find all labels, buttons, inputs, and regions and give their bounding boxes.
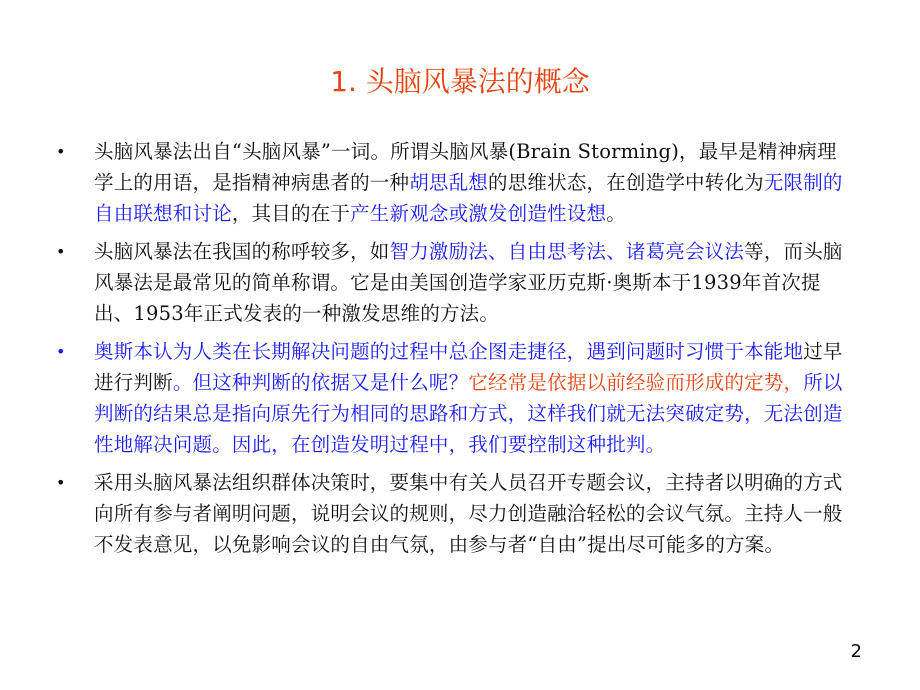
highlight-segment: 无限制的自由联想和讨论 — [94, 171, 843, 225]
bullet-dot-icon: • — [56, 142, 66, 161]
highlight-segment: 。但这种判断的依据又是什么呢？ — [172, 371, 469, 394]
bullet-item-1 — [56, 136, 856, 229]
bullet-dot-icon: • — [56, 242, 66, 261]
highlight-segment: 产生新观念或激发创造性设想 — [350, 202, 607, 225]
highlight-segment: 胡思乱想 — [409, 171, 489, 194]
bullet-dot-icon: • — [56, 342, 66, 361]
highlight-segment: 智力激励法、自由思考法、诸葛亮会议法 — [389, 240, 745, 263]
bullet-item-2 — [56, 236, 856, 329]
text-segment: 过早进行判断 — [94, 340, 843, 394]
text-segment: 。 — [606, 202, 626, 225]
emphasis-segment: 它经常是依据以前经验而形成的定势， — [468, 371, 804, 394]
text-segment: ，其目的在于 — [231, 202, 351, 225]
bullet-dot-icon: • — [56, 473, 66, 492]
bullet-item-4 — [56, 467, 856, 560]
slide-title: 1. 头脑风暴法的概念 — [330, 65, 590, 98]
text-segment: 头脑风暴法在我国的称呼较多，如 — [94, 240, 390, 263]
highlight-segment: 所以判断的结果总是指向原先行为相同的思路和方式，这样我们就无法突破定势，无法创造性地解决问题。因此，在创造发明过程中，我们要控制这种批判。 — [94, 371, 843, 456]
bullet-text-3 — [94, 340, 843, 456]
bullet-list — [56, 136, 856, 567]
text-segment: 的思维状态，在创造学中转化为 — [488, 171, 764, 194]
text-segment: 采用头脑风暴法组织群体决策时，要集中有关人员召开专题会议，主持者以明确的方式向所有参与者阐明问题，说明会议的规则，尽力创造融洽轻松的会议气氛。主持人一般不发表意见，以免影响会议的自由气氛，由参与者“自由”提出尽可能多的方案。 — [94, 471, 843, 556]
bullet-text-2 — [94, 240, 843, 325]
highlight-segment: 奥斯本认为人类在长期解决问题的过程中总企图走捷径，遇到问题时习惯于本能地 — [94, 340, 804, 363]
text-segment: 头脑风暴法出自“头脑风暴”一词。所谓头脑风暴(Brain Storming)，最早是精神病理学上的用语，是指精神病患者的一种 — [94, 140, 837, 194]
bullet-text-4 — [94, 471, 843, 556]
bullet-text-1 — [94, 140, 843, 225]
page-number: 2 — [850, 641, 862, 662]
text-segment: 等，而头脑风暴法是最常见的简单称谓。它是由美国创造学家亚历克斯·奥斯本于1939年首次提出、1953年正式发表的一种激发思维的方法。 — [94, 240, 843, 325]
bullet-item-3 — [56, 336, 856, 460]
